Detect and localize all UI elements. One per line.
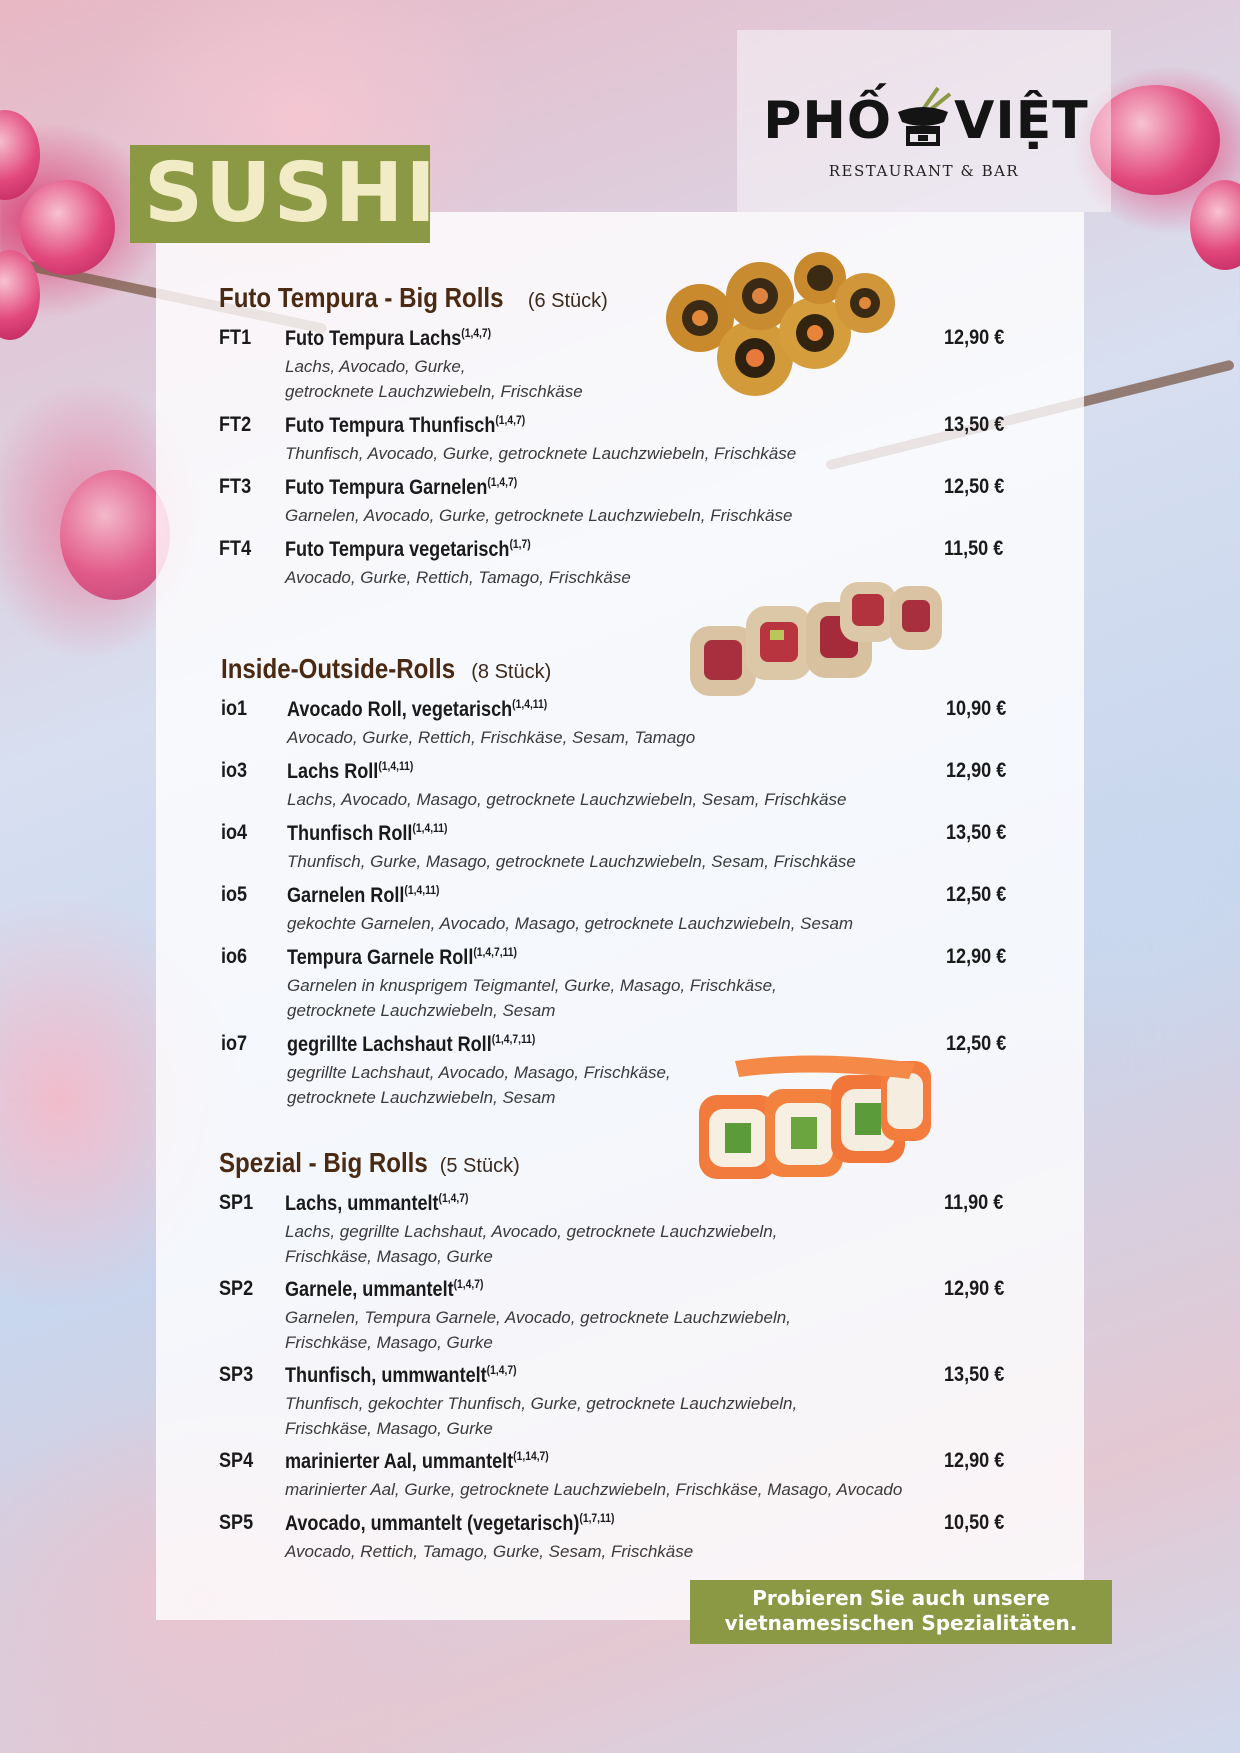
section-name: Inside-Outside-Rolls [221,653,456,684]
item-code: io5 [221,883,248,906]
item-description-line: marinierter Aal, Gurke, getrocknete Lauchzwiebeln, Frischkäse, Masago, Avocado [285,1480,903,1499]
item-name: Garnele, ummantelt [285,1278,454,1301]
item-allergens: (1,4,7) [495,413,526,427]
item-name-wrap [285,1277,483,1302]
item-description [287,973,967,1023]
item-allergens: (1,4,7) [438,1191,469,1205]
item-description [287,725,967,750]
item-price: 10,50 € [944,1511,1005,1534]
logo [737,30,1111,212]
item-description [287,787,967,812]
section-title [219,282,608,314]
item-allergens: (1,7,11) [579,1511,615,1525]
item-description [285,1539,965,1564]
item-name-wrap [287,697,547,722]
item-description-line: gegrillte Lachshaut, Avocado, Masago, Frischkäse, [287,1063,671,1082]
item-description [287,849,967,874]
item-name-wrap [285,1363,517,1388]
item-allergens: (1,4,7) [487,475,518,489]
item-code: SP2 [219,1277,254,1300]
section-title [219,1147,520,1179]
item-price: 12,90 € [944,1449,1005,1472]
item-name: Thunfisch Roll [287,822,413,845]
blossom-bud [1190,180,1240,270]
item-code: io7 [221,1032,248,1055]
item-price: 13,50 € [944,1363,1005,1386]
item-allergens: (1,4,7) [453,1277,484,1291]
item-allergens: (1,4,7,11) [473,945,517,959]
item-code: FT4 [219,537,252,560]
item-description-line: Avocado, Gurke, Rettich, Frischkäse, Sesam, Tamago [287,728,696,747]
item-allergens: (1,4,7,11) [491,1032,536,1046]
section-piece-count: (8 Stück) [471,661,552,683]
item-name-wrap [285,326,491,351]
item-name: Futo Tempura vegetarisch [285,538,510,561]
item-price: 10,90 € [946,697,1007,720]
item-name-wrap [285,537,531,562]
item-code: FT3 [219,475,252,498]
logo-subtitle: RESTAURANT & BAR [828,162,1020,180]
item-code: SP3 [219,1363,254,1386]
item-allergens: (1,4,11) [404,883,440,897]
item-price: 12,90 € [944,1277,1005,1300]
item-name-wrap [287,883,439,908]
item-description-line: Frischkäse, Masago, Gurke [285,1419,493,1438]
item-name-wrap [285,475,517,500]
item-description [285,354,965,404]
item-description [285,1305,965,1355]
item-description-line: Thunfisch, Avocado, Gurke, getrocknete Lauchzwiebeln, Frischkäse [285,444,797,463]
logo-name-right: VIỆT [954,91,1089,151]
item-name: Futo Tempura Garnelen [285,476,488,499]
item-price: 13,50 € [946,821,1007,844]
page-title: SUSHI [144,146,438,241]
blossom-bud [60,470,170,600]
item-description [287,911,967,936]
item-description-line: Lachs, Avocado, Masago, getrocknete Lauchzwiebeln, Sesam, Frischkäse [287,790,847,809]
bowl-icon [894,86,952,146]
item-code: io4 [221,821,248,844]
item-allergens: (1,4,7) [461,326,492,340]
item-code: FT1 [219,326,252,349]
item-description-line: getrocknete Lauchzwiebeln, Frischkäse [285,382,583,401]
item-name: Avocado, ummantelt (vegetarisch) [285,1512,580,1535]
item-description-line: Lachs, Avocado, Gurke, [285,357,466,376]
item-name: Futo Tempura Thunfisch [285,414,496,437]
item-allergens: (1,4,11) [378,759,414,773]
inside-out-roll-image [680,576,945,716]
item-price: 11,50 € [944,537,1004,560]
item-name: Tempura Garnele Roll [287,946,474,969]
item-name: Garnelen Roll [287,884,405,907]
item-description-line: Thunfisch, Gurke, Masago, getrocknete Lauchzwiebeln, Sesam, Frischkäse [287,852,856,871]
item-code: io6 [221,945,248,968]
logo-wordmark [761,86,1091,151]
item-name: Thunfisch, ummwantelt [285,1364,487,1387]
section-title [221,653,551,685]
item-name: gegrillte Lachshaut Roll [287,1033,492,1056]
item-allergens: (1,7) [509,537,531,551]
item-code: io3 [221,759,248,782]
item-price: 12,90 € [946,945,1007,968]
item-description-line: Avocado, Rettich, Tamago, Gurke, Sesam, Frischkäse [285,1542,694,1561]
item-name-wrap [285,413,525,438]
item-description-line: Garnelen, Tempura Garnele, Avocado, getrocknete Lauchzwiebeln, [285,1308,791,1327]
item-description-line: Lachs, gegrillte Lachshaut, Avocado, getrocknete Lauchzwiebeln, [285,1222,778,1241]
item-name: Avocado Roll, vegetarisch [287,698,513,721]
item-code: SP4 [219,1449,254,1472]
item-name: Lachs, ummantelt [285,1192,439,1215]
item-price: 12,50 € [946,883,1007,906]
section-piece-count: (6 Stück) [527,290,608,312]
item-description [287,1060,967,1110]
item-name-wrap [285,1191,468,1216]
item-name-wrap [287,945,517,970]
item-description-line: getrocknete Lauchzwiebeln, Sesam [287,1088,556,1107]
item-price: 13,50 € [944,413,1005,436]
item-description [285,441,965,466]
item-name: marinierter Aal, ummantelt [285,1450,514,1473]
item-description [285,565,965,590]
item-name-wrap [285,1511,614,1536]
item-description-line: getrocknete Lauchzwiebeln, Sesam [287,1001,556,1020]
item-code: FT2 [219,413,252,436]
item-name-wrap [287,821,447,846]
item-allergens: (1,4,11) [412,821,448,835]
footer-line-1: Probieren Sie auch unsere [752,1586,1050,1610]
footer-line-2: vietnamesischen Spezialitäten. [724,1611,1078,1635]
item-description-line: Garnelen, Avocado, Gurke, getrocknete Lauchzwiebeln, Frischkäse [285,506,793,525]
item-description [285,503,965,528]
item-description-line: Thunfisch, gekochter Thunfisch, Gurke, getrocknete Lauchzwiebeln, [285,1394,798,1413]
item-price: 11,90 € [944,1191,1004,1214]
item-name-wrap [287,1032,535,1057]
blossom-bud [0,110,40,200]
item-price: 12,90 € [944,326,1005,349]
section-name: Spezial - Big Rolls [219,1147,428,1178]
item-description-line: gekochte Garnelen, Avocado, Masago, getrocknete Lauchzwiebeln, Sesam [287,914,854,933]
item-price: 12,50 € [944,475,1005,498]
footer-banner [690,1580,1112,1644]
section-name: Futo Tempura - Big Rolls [219,282,504,313]
item-description [285,1219,965,1269]
item-allergens: (1,4,7) [486,1363,517,1377]
item-name: Futo Tempura Lachs [285,327,462,350]
item-name-wrap [285,1449,549,1474]
item-price: 12,90 € [946,759,1007,782]
item-allergens: (1,4,11) [512,697,548,711]
item-allergens: (1,14,7) [513,1449,549,1463]
item-code: SP5 [219,1511,254,1534]
page-title-banner [130,145,438,243]
blossom-bud [20,180,115,275]
item-name: Lachs Roll [287,760,379,783]
item-description-line: Avocado, Gurke, Rettich, Tamago, Frischkäse [285,568,631,587]
item-description-line: Frischkäse, Masago, Gurke [285,1333,493,1352]
logo-name-left: PHỐ [763,91,893,151]
item-code: io1 [221,697,248,720]
item-name-wrap [287,759,413,784]
item-description [285,1477,965,1502]
item-price: 12,50 € [946,1032,1007,1055]
item-description-line: Garnelen in knusprigem Teigmantel, Gurke, Masago, Frischkäse, [287,976,777,995]
item-description-line: Frischkäse, Masago, Gurke [285,1247,493,1266]
section-piece-count: (5 Stück) [439,1155,520,1177]
item-code: SP1 [219,1191,254,1214]
item-description [285,1391,965,1441]
